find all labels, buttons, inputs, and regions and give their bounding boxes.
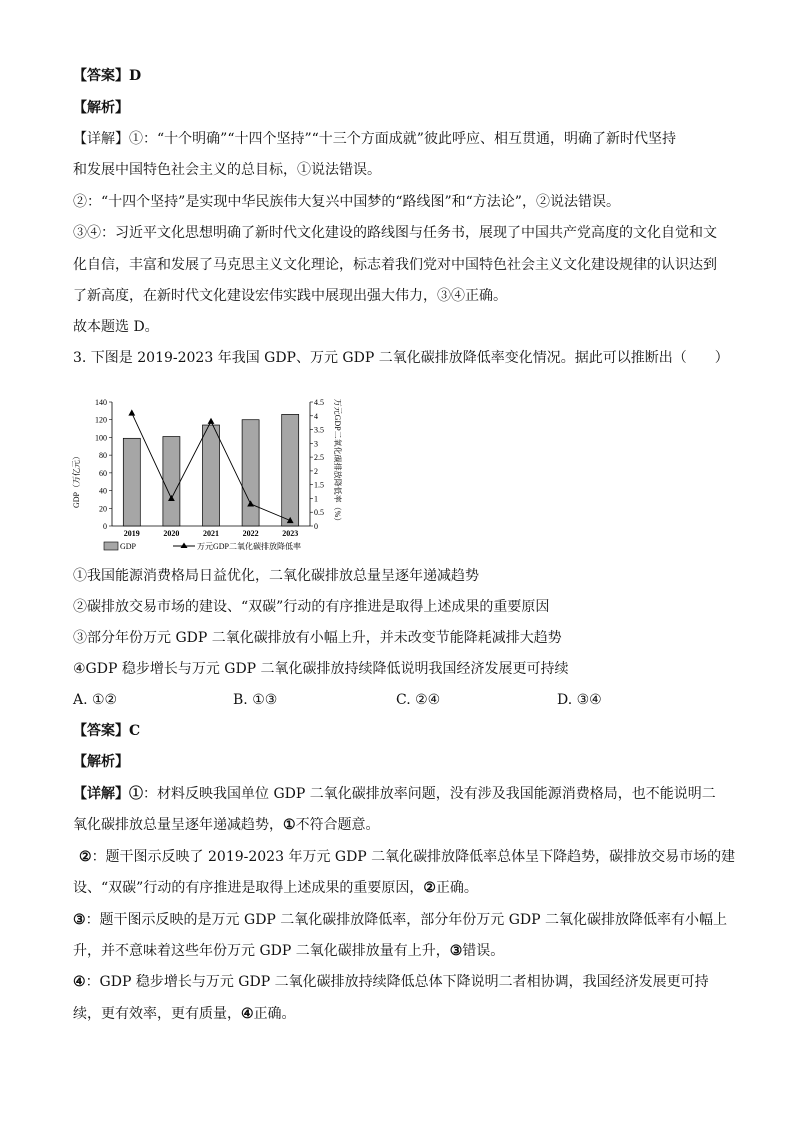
x-tick-label: 2019 [123,529,140,538]
chart-legend [104,541,301,551]
co2-rate-point [128,409,135,415]
y2-tick-label: 3.5 [314,425,324,435]
detail-paragraph: ②：“十四个坚持”是实现中华民族伟大复兴中国梦的“路线图”和“方法论”，②说法错误。 [73,194,620,210]
detail-paragraph: ③：题干图示反映的是万元 GDP 二氧化碳排放降低率，部分年份万元 GDP 二氧化碳排放降低率有小幅上 [73,912,728,928]
y2-tick-label: 2 [314,466,318,476]
y2-tick-label: 1.5 [314,480,324,490]
detail-paragraph: 和发展中国特色社会主义的总目标，①说法错误。 [73,162,381,178]
gdp-bar [163,437,180,526]
question-stem: 3. 下图是 2019-2023 年我国 GDP、万元 GDP 二氧化碳排放降低率变化情况。据此可以推断出（ ） [73,350,729,366]
legend-gdp-label: GDP [120,542,137,551]
detail-paragraph: 【详解】①：“十个明确”“十四个坚持”“十三个方面成就”彼此呼应、相互贯通，明确了新时代坚持 [73,131,676,147]
statement-1: ①我国能源消费格局日益优化，二氧化碳排放总量呈逐年递减趋势 [73,568,479,584]
gdp-bar [282,414,299,526]
y-tick-label: 100 [95,433,107,443]
analysis-label: 【解析】 [73,754,129,770]
gdp-bar [123,438,140,526]
x-tick-label: 2021 [203,529,219,538]
y-tick-label: 60 [99,468,107,478]
detail-paragraph: 了新高度，在新时代文化建设宏伟实践中展现出强大伟力，③④正确。 [73,288,507,304]
analysis-label: 【解析】 [73,100,129,116]
detail-paragraph: 设、“双碳”行动的有序推进是取得上述成果的重要原因，②正确。 [73,880,478,896]
y2-tick-label: 4.5 [314,398,324,407]
y2-axis-label: 万元GDP二氧化碳排放降低率（%） [333,398,342,526]
detail-paragraph: 【详解】①：材料反映我国单位 GDP 二氧化碳排放率问题，没有涉及我国能源消费格局，也不能说明二 [73,786,716,802]
y-tick-label: 80 [99,451,107,461]
y2-tick-label: 2.5 [314,453,324,463]
detail-paragraph: 化自信，丰富和发展了马克思主义文化理论，标志着我们党对中国特色社会主义文化建设规律的认识达到 [73,257,717,273]
legend-gdp-swatch [104,542,118,550]
y2-tick-label: 0 [314,522,318,531]
y2-tick-label: 4 [314,411,318,421]
gdp-bar [203,425,220,526]
legend-line-label: 万元GDP二氧化碳排放降低率 [197,542,302,551]
y-tick-label: 0 [103,522,107,531]
detail-paragraph: ②：题干图示反映了 2019-2023 年万元 GDP 二氧化碳排放降低率总体呈下降趋势，碳排放交易市场的建 [79,849,736,865]
y2-tick-label: 3 [314,439,318,449]
option-b[interactable]: B. ①③ [233,692,278,708]
y2-tick-label: 1 [314,494,318,504]
detail-paragraph: 氧化碳排放总量呈逐年递减趋势，①不符合题意。 [73,817,380,833]
detail-paragraph: ④：GDP 稳步增长与万元 GDP 二氧化碳排放持续降低总体下降说明二者相协调，我国经济发展更可持 [73,974,709,990]
detail-paragraph: 续，更有效率，更有质量，④正确。 [73,1006,296,1022]
y-axis-label: GDP（万亿元） [72,451,81,509]
x-tick-label: 2020 [163,529,180,538]
statement-4: ④GDP 稳步增长与万元 GDP 二氧化碳排放持续降低说明我国经济发展更可持续 [73,661,569,677]
answer-line: 【答案】C [73,723,141,739]
y2-tick-label: 0.5 [314,508,324,518]
y-tick-label: 20 [99,504,107,514]
y-tick-label: 40 [99,486,107,496]
x-tick-label: 2023 [282,529,299,538]
y-tick-label: 120 [95,415,107,425]
option-a[interactable]: A. ①② [73,692,118,708]
statement-2: ②碳排放交易市场的建设、“双碳”行动的有序推进是取得上述成果的重要原因 [73,599,550,615]
statement-3: ③部分年份万元 GDP 二氧化碳排放有小幅上升，并未改变节能降耗减排大趋势 [73,630,562,646]
detail-paragraph: 升，并不意味着这些年份万元 GDP 二氧化碳排放量有上升，③错误。 [73,943,505,959]
gdp-bar [242,420,259,526]
option-d[interactable]: D. ③④ [557,692,602,708]
answer-line: 【答案】D [73,68,142,84]
option-c[interactable]: C. ②④ [396,692,441,708]
y-tick-label: 140 [95,398,107,407]
gdp-co2-chart [70,382,340,554]
co2-rate-point [208,418,215,424]
x-tick-label: 2022 [242,529,259,538]
legend-triangle-marker [181,543,188,549]
conclusion-line: 故本题选 D。 [73,319,159,335]
detail-paragraph: ③④：习近平文化思想明确了新时代文化建设的路线图与任务书，展现了中国共产党高度的文化自觉和文 [73,225,717,241]
